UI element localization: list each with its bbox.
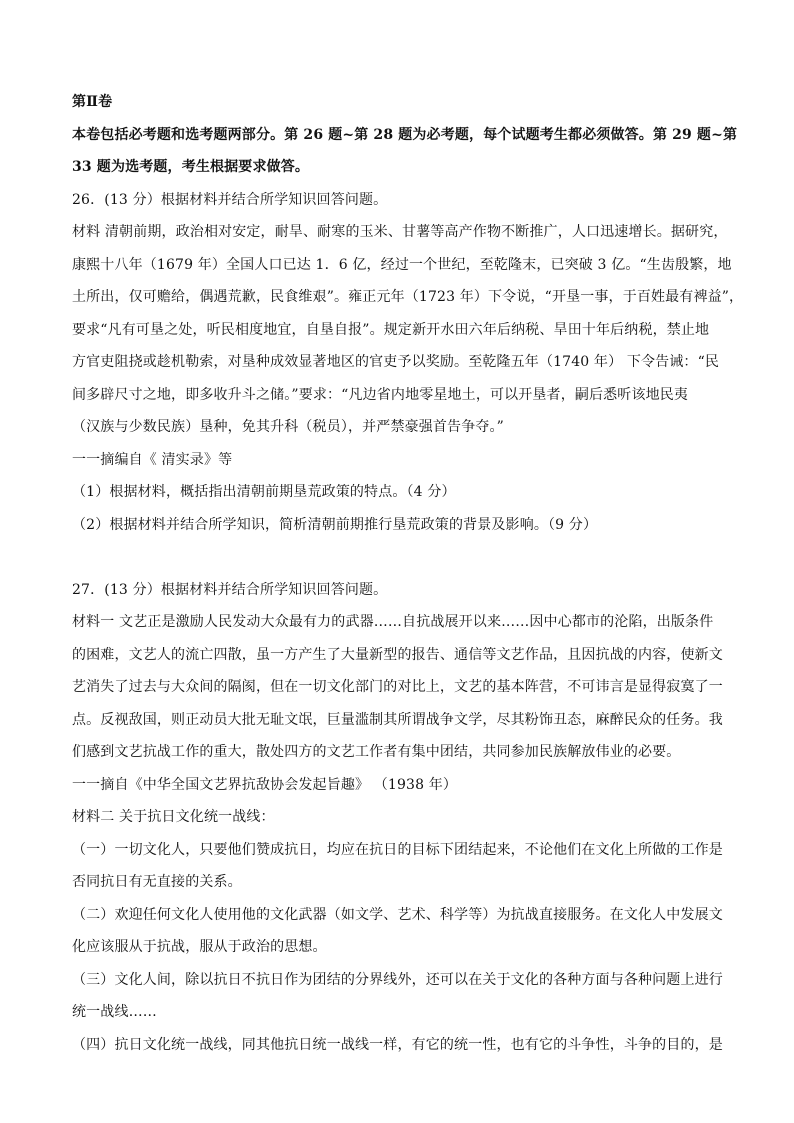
q27-material1-line: 艺消失了过去与大众间的隔阂，但在一切文化部门的对比上，文艺的基本阵营，不可讳言是显得寂寞了一: [72, 679, 723, 695]
q26-material-line: （汉族与少数民族）垦种，免其升科（税员），并严禁豪强首告争夺。”: [72, 419, 504, 435]
q26-material-line: 土所出，仅可赡给，偶遇荒歉，民食维艰”。雍正元年（1723 年）下令说，“开垦一事，于百姓最有裨益”，: [72, 289, 744, 305]
q26-subquestion-2: （2）根据材料并结合所学知识，简析清朝前期推行垦荒政策的背景及影响。（9 分）: [72, 516, 598, 533]
q26-material-line: 间多辟尺寸之地，即多收升斗之储。”要求：“凡边省内地零星地土，可以开垦者，嗣后悉听该地民夷: [72, 386, 689, 403]
q27-material2-line: 化应该服从于抗战，服从于政治的思想。: [72, 939, 327, 955]
q27-material1-line: 的困难，文艺人的流亡四散，虽一方产生了大量新型的报告、通信等文艺作品，且因抗战的内容，使新文: [72, 646, 723, 663]
q27-material2-line: （四）抗日文化统一战线，同其他抗日统一战线一样，有它的统一性，也有它的斗争性，斗争的目的，是: [72, 1036, 723, 1053]
q27-material1-line: 们感到文艺抗战工作的重大，散处四方的文艺工作者有集中团结，共同参加民族解放伟业的必要。: [72, 744, 681, 760]
q27-source1: 一一摘自《中华全国文艺界抗敌协会发起旨趣》 （1938 年）: [72, 776, 458, 793]
section-heading: 第Ⅱ卷: [72, 94, 113, 110]
q27-material1-line: 材料一 文艺正是激励人民发动大众最有力的武器……自抗战展开以来……因中心都市的沦陷，出版条件: [72, 614, 714, 630]
instructions-line: 本卷包括必考题和选考题两部分。第 26 题~第 28 题为必考题，每个试题考生都必须做答。第 29 题~第: [72, 126, 738, 143]
q26-material-line: 要求“凡有可垦之处，听民相度地宜，自垦自报”。规定新开水田六年后纳税、旱田十年后纳税，禁止地: [72, 321, 710, 338]
instructions-line: 33 题为选考题，考生根据要求做答。: [72, 159, 310, 175]
q26-subquestion-1: （1）根据材料，概括指出清朝前期垦荒政策的特点。（4 分）: [72, 484, 456, 500]
blank-spacer: [72, 541, 722, 574]
q27-material2-line: （一）一切文化人，只要他们赞成抗日，均应在抗日的目标下团结起来，不论他们在文化上所做的工作是: [72, 841, 723, 858]
q27-material2-line: （三）文化人间，除以抗日不抗日作为团结的分界线外，还可以在关于文化的各种方面与各种问题上进行: [72, 971, 723, 988]
document-page: [72, 86, 744, 1061]
q27-material2-line: （二）欢迎任何文化人使用他的文化武器（如文学、艺术、科学等）为抗战直接服务。在文化人中发展文: [72, 906, 723, 923]
q26-material-line: 方官吏阻挠或趁机勒索，对垦种成效显著地区的官吏予以奖励。至乾隆五年（1740 年） 下令告诫：“民: [72, 354, 720, 370]
q26-source: 一一摘编自《 清实录》等: [72, 451, 233, 468]
q27-material2-line: 否同抗日有无直接的关系。: [72, 874, 242, 890]
question-27-title: 27．(13 分）根据材料并结合所学知识回答问题。: [72, 581, 388, 598]
question-26-title: 26．(13 分）根据材料并结合所学知识回答问题。: [72, 191, 388, 208]
q27-material2-title: 材料二 关于抗日文化统一战线：: [72, 809, 275, 825]
q27-material2-line: 统一战线……: [72, 1004, 157, 1020]
q26-material-line: 康熙十八年（1679 年）全国人口已达 1．6 亿，经过一个世纪，至乾隆末，已突破 3 亿。“生齿殷繁，地: [72, 256, 732, 273]
q27-material1-line: 点。反视敌国，则正动员大批无耻文氓，巨量滥制其所谓战争文学，尽其粉饰丑态，麻醉民众的任务。我: [72, 711, 723, 728]
q26-material-line: 材料 清朝前期，政治相对安定，耐旱、耐寒的玉米、甘薯等高产作物不断推广，人口迅速增长。据研究，: [72, 224, 728, 240]
